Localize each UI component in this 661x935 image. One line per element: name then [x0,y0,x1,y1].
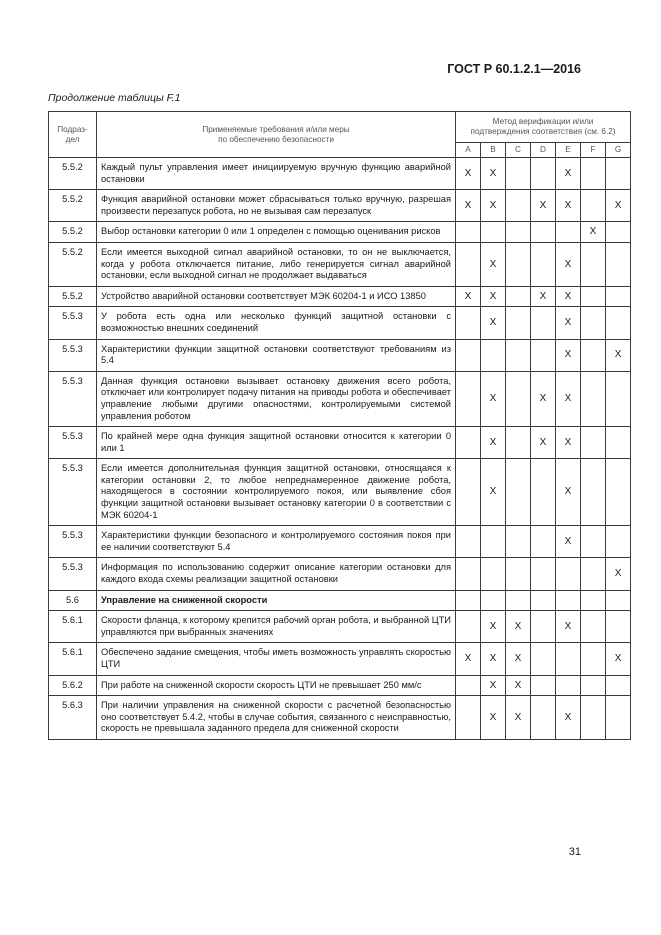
method-mark-a: X [456,158,481,190]
method-mark-f [581,526,606,558]
requirement-text: Если имеется выходной сигнал аварийной остановки, то он не выключается, когда у робота отключается питание, либо генерируется сигнал аварийной остановки, если выходной сигнал не продолжает выдаваться [97,242,456,286]
method-mark-d: X [531,371,556,426]
method-mark-g [606,307,631,339]
method-mark-a [456,590,481,611]
table-row [49,371,631,426]
method-mark-e: X [556,371,581,426]
method-mark-c [506,526,531,558]
method-mark-d [531,643,556,675]
table-row [49,190,631,222]
header-requirements: Применяемые требования и/или меры по обеспечению безопасности [97,112,456,158]
method-mark-e [556,590,581,611]
method-mark-e [556,558,581,590]
header-letter-d: D [531,143,556,158]
requirement-text: Выбор остановки категории 0 или 1 определен с помощью оценивания рисков [97,222,456,243]
method-mark-c: X [506,611,531,643]
method-mark-a [456,242,481,286]
method-mark-b [481,590,506,611]
section-number: 5.6.2 [49,675,97,696]
requirement-text: Управление на сниженной скорости [97,590,456,611]
header-letter-g: G [606,143,631,158]
method-mark-c [506,242,531,286]
method-mark-c [506,558,531,590]
method-mark-g: X [606,190,631,222]
method-mark-c [506,190,531,222]
method-mark-g [606,286,631,307]
method-mark-d [531,158,556,190]
method-mark-a: X [456,286,481,307]
table-row [49,643,631,675]
requirement-text: Данная функция остановки вызывает остановку движения всего робота, отключает или контролирует подачу питания на приводы робота и обеспечивает управление любыми другими опасностями, контролируемыми системой управления роботом [97,371,456,426]
method-mark-d [531,307,556,339]
requirement-text: При наличии управления на сниженной скорости с расчетной безопасностью оно соответствует 5.4.2, чтобы в случае события, связанного с неисправностью, скорость не превышала заданного предела для сниженной скорости [97,696,456,740]
method-mark-c [506,158,531,190]
method-mark-f [581,307,606,339]
method-mark-g: X [606,643,631,675]
method-mark-b [481,558,506,590]
section-number: 5.5.2 [49,158,97,190]
method-mark-e: X [556,286,581,307]
header-section: Подраз- дел [49,112,97,158]
method-mark-b: X [481,696,506,740]
method-mark-g [606,242,631,286]
method-mark-g [606,696,631,740]
method-mark-d [531,526,556,558]
section-number: 5.5.2 [49,190,97,222]
header-letter-e: E [556,143,581,158]
table-row [49,427,631,459]
method-mark-e: X [556,459,581,526]
method-mark-g: X [606,558,631,590]
method-mark-d [531,696,556,740]
method-mark-e: X [556,190,581,222]
method-mark-d: X [531,286,556,307]
method-mark-e: X [556,307,581,339]
method-mark-g [606,371,631,426]
method-mark-e: X [556,526,581,558]
method-mark-e: X [556,242,581,286]
method-mark-e: X [556,158,581,190]
method-mark-b: X [481,242,506,286]
method-mark-g [606,526,631,558]
table-row [49,307,631,339]
requirement-text: У робота есть одна или несколько функций защитной остановки с возможностью внешних соединений [97,307,456,339]
method-mark-g: X [606,339,631,371]
method-mark-b: X [481,307,506,339]
requirement-text: Характеристики функции безопасного и контролируемого состояния покоя при ее наличии соответствуют 5.4 [97,526,456,558]
header-letter-a: A [456,143,481,158]
method-mark-b: X [481,158,506,190]
section-number: 5.5.3 [49,558,97,590]
section-number: 5.5.3 [49,427,97,459]
method-mark-c: X [506,696,531,740]
section-number: 5.5.3 [49,459,97,526]
method-mark-b: X [481,371,506,426]
method-mark-d: X [531,190,556,222]
header-method: Метод верификации и/или подтверждения соответствия (см. 6.2) [456,112,631,143]
method-mark-d [531,459,556,526]
table-row [49,242,631,286]
method-mark-c [506,286,531,307]
method-mark-c: X [506,675,531,696]
method-mark-a [456,339,481,371]
method-mark-d [531,339,556,371]
requirement-text: Информация по использованию содержит описание категории остановки для каждого входа схемы реализации защитной остановки [97,558,456,590]
table-row [49,696,631,740]
method-mark-d [531,222,556,243]
requirement-text: При работе на сниженной скорости скорость ЦТИ не превышает 250 мм/с [97,675,456,696]
section-number: 5.5.2 [49,286,97,307]
method-mark-f [581,286,606,307]
method-mark-g [606,158,631,190]
method-mark-a [456,611,481,643]
requirement-text: Если имеется дополнительная функция защитной остановки, относящаяся к категории остановки 2, то любое непреднамеренное движение робота, находящегося в состоянии контролируемого покоя, или выявление сбоя функции защитной остановки вызывает остановку категории 0 в соответствии с МЭК 60204-1 [97,459,456,526]
method-mark-f [581,242,606,286]
method-mark-b: X [481,459,506,526]
method-mark-e: X [556,611,581,643]
method-mark-e: X [556,696,581,740]
method-mark-f [581,590,606,611]
method-mark-c [506,339,531,371]
method-mark-g [606,590,631,611]
method-mark-a: X [456,643,481,675]
table-row [49,558,631,590]
method-mark-g [606,675,631,696]
method-mark-f [581,158,606,190]
method-mark-a [456,558,481,590]
method-mark-f [581,696,606,740]
method-mark-f [581,427,606,459]
method-mark-f [581,675,606,696]
section-number: 5.5.3 [49,307,97,339]
method-mark-a [456,307,481,339]
section-number: 5.5.2 [49,222,97,243]
method-mark-d: X [531,427,556,459]
table-row [49,222,631,243]
method-mark-e [556,675,581,696]
section-number: 5.6 [49,590,97,611]
method-mark-b [481,222,506,243]
verification-table [48,111,631,740]
method-mark-f [581,611,606,643]
page-number: 31 [568,846,581,858]
section-number: 5.5.2 [49,242,97,286]
table-row [49,459,631,526]
header-letter-c: C [506,143,531,158]
method-mark-a: X [456,190,481,222]
document-code: ГОСТ Р 60.1.2.1—2016 [447,62,581,76]
method-mark-f [581,643,606,675]
table-row [49,158,631,190]
method-mark-d [531,242,556,286]
requirement-text: Характеристики функции защитной остановки соответствуют требованиям из 5.4 [97,339,456,371]
method-mark-f [581,459,606,526]
method-mark-c [506,427,531,459]
method-mark-a [456,222,481,243]
method-mark-e [556,222,581,243]
section-number: 5.6.1 [49,643,97,675]
method-mark-a [456,696,481,740]
section-number: 5.5.3 [49,371,97,426]
method-mark-b: X [481,675,506,696]
method-mark-f: X [581,222,606,243]
method-mark-b: X [481,427,506,459]
method-mark-g [606,611,631,643]
method-mark-b: X [481,286,506,307]
table-row [49,590,631,611]
method-mark-c [506,371,531,426]
method-mark-c [506,307,531,339]
section-number: 5.5.3 [49,526,97,558]
method-mark-d [531,611,556,643]
method-mark-b [481,526,506,558]
table-row [49,675,631,696]
section-number: 5.6.1 [49,611,97,643]
method-mark-d [531,675,556,696]
section-number: 5.6.3 [49,696,97,740]
header-letter-b: B [481,143,506,158]
requirement-text: Каждый пульт управления имеет инициируемую вручную функцию аварийной остановки [97,158,456,190]
table-body [49,158,631,740]
method-mark-a [456,459,481,526]
method-mark-b [481,339,506,371]
requirement-text: По крайней мере одна функция защитной остановки относится к категории 0 или 1 [97,427,456,459]
method-mark-f [581,371,606,426]
method-mark-f [581,190,606,222]
requirement-text: Функция аварийной остановки может сбрасываться только вручную, разрешая произвести перезапуск робота, но не вызывая сам перезапуск [97,190,456,222]
method-mark-e: X [556,339,581,371]
header-letter-f: F [581,143,606,158]
table-row [49,286,631,307]
method-mark-g [606,222,631,243]
method-mark-g [606,459,631,526]
section-number: 5.5.3 [49,339,97,371]
method-mark-f [581,339,606,371]
method-mark-d [531,590,556,611]
method-mark-c [506,459,531,526]
method-mark-c [506,222,531,243]
table-row [49,526,631,558]
table-caption: Продолжение таблицы F.1 [48,92,181,104]
method-mark-c: X [506,643,531,675]
method-mark-f [581,558,606,590]
method-mark-a [456,427,481,459]
method-mark-a [456,675,481,696]
table-row [49,611,631,643]
method-mark-d [531,558,556,590]
requirement-text: Обеспечено задание смещения, чтобы иметь возможность управлять скоростью ЦТИ [97,643,456,675]
requirement-text: Устройство аварийной остановки соответствует МЭК 60204-1 и ИСО 13850 [97,286,456,307]
requirement-text: Скорости фланца, к которому крепится рабочий орган робота, и выбранной ЦТИ управляются при выбранных значениях [97,611,456,643]
method-mark-g [606,427,631,459]
table-row [49,339,631,371]
method-mark-a [456,371,481,426]
method-mark-b: X [481,643,506,675]
method-mark-c [506,590,531,611]
method-mark-e [556,643,581,675]
method-mark-b: X [481,190,506,222]
method-mark-a [456,526,481,558]
method-mark-e: X [556,427,581,459]
method-mark-b: X [481,611,506,643]
